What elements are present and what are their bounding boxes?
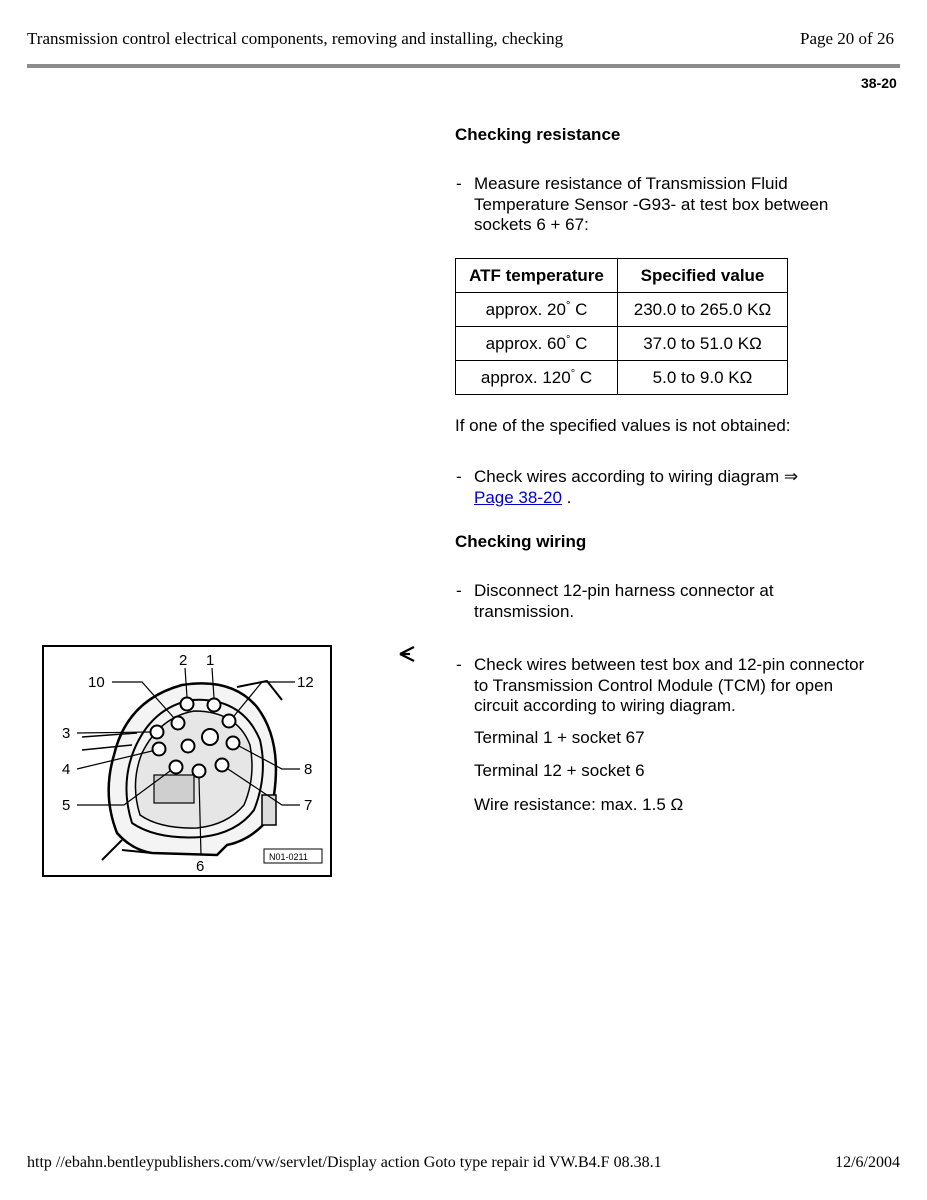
disconnect-text: Disconnect 12-pin harness connector at transmission.	[474, 581, 774, 621]
terminal-12-text: Terminal 12 + socket 6	[474, 761, 645, 780]
bullet-dash: -	[456, 467, 462, 486]
pin-2	[181, 698, 194, 711]
footer	[27, 1154, 900, 1172]
page-link[interactable]: Page 38-20	[474, 487, 562, 507]
table-row	[456, 361, 788, 395]
pin-5	[170, 761, 183, 774]
link-suffix: .	[561, 487, 572, 507]
table-header-row	[456, 259, 788, 293]
col-header-value: Specified value	[618, 259, 788, 293]
measure-instruction	[456, 174, 866, 236]
document-title: Transmission control electrical components, removing and installing, checking	[27, 29, 564, 48]
footer-url: http //ebahn.bentleypublishers.com/vw/servlet/Display action Goto type repair id VW.B4.F 08.38.1	[27, 1154, 662, 1171]
pin-8	[227, 737, 240, 750]
pin-1	[208, 699, 221, 712]
label-8: 8	[304, 761, 313, 778]
bullet-dash: -	[456, 581, 462, 600]
check-wires-instruction	[456, 467, 866, 508]
temperature-cell: approx. 120° C	[456, 361, 618, 395]
pin-center	[182, 740, 195, 753]
wire-resistance-text: Wire resistance: max. 1.5 Ω	[474, 795, 684, 814]
pin-12	[223, 715, 236, 728]
header-divider	[27, 64, 900, 68]
bullet-dash: -	[456, 655, 462, 674]
label-7: 7	[304, 797, 313, 814]
terminal-1-text: Terminal 1 + socket 67	[474, 728, 645, 747]
checking-wiring-heading: Checking wiring	[455, 532, 587, 551]
label-6: 6	[196, 858, 205, 875]
pin-6	[193, 765, 206, 778]
check-wires-between-instruction	[456, 655, 876, 717]
label-3: 3	[62, 725, 71, 742]
value-cell: 37.0 to 51.0 KΩ	[618, 327, 788, 361]
pin-4	[153, 743, 166, 756]
check-wires-between-text: Check wires between test box and 12-pin connector to Transmission Control Module (TCM) for open circuit according to wiring diagram.	[474, 655, 865, 715]
temperature-cell: approx. 60° C	[456, 327, 618, 361]
resistance-spec-table	[455, 258, 788, 395]
checking-resistance-heading: Checking resistance	[455, 125, 621, 144]
section-code: 38-20	[861, 75, 897, 91]
bullet-dash: -	[456, 174, 462, 193]
label-4: 4	[62, 761, 71, 778]
figure-pointer-icon	[398, 645, 416, 663]
label-1: 1	[206, 652, 215, 669]
connector-figure	[42, 645, 332, 877]
measure-text: Measure resistance of Transmission Fluid Temperature Sensor -G93- at test box between sockets 6 + 67:	[474, 174, 829, 234]
figure-code: N01-0211	[269, 852, 308, 862]
value-cell: 230.0 to 265.0 KΩ	[618, 293, 788, 327]
col-header-temperature: ATF temperature	[456, 259, 618, 293]
table-row	[456, 327, 788, 361]
not-obtained-text: If one of the specified values is not obtained:	[455, 416, 791, 435]
check-wires-text: Check wires according to wiring diagram ⇒	[474, 467, 799, 486]
footer-date: 12/6/2004	[835, 1154, 900, 1171]
pin-7	[216, 759, 229, 772]
label-12: 12	[297, 674, 314, 691]
label-5: 5	[62, 797, 71, 814]
pin-key	[202, 729, 218, 745]
label-10: 10	[88, 674, 105, 691]
temperature-cell: approx. 20° C	[456, 293, 618, 327]
table-row	[456, 293, 788, 327]
value-cell: 5.0 to 9.0 KΩ	[618, 361, 788, 395]
label-2: 2	[179, 652, 188, 669]
disconnect-instruction	[456, 581, 866, 622]
page-number: Page 20 of 26	[800, 29, 894, 48]
pin-10	[172, 717, 185, 730]
pin-3	[151, 726, 164, 739]
